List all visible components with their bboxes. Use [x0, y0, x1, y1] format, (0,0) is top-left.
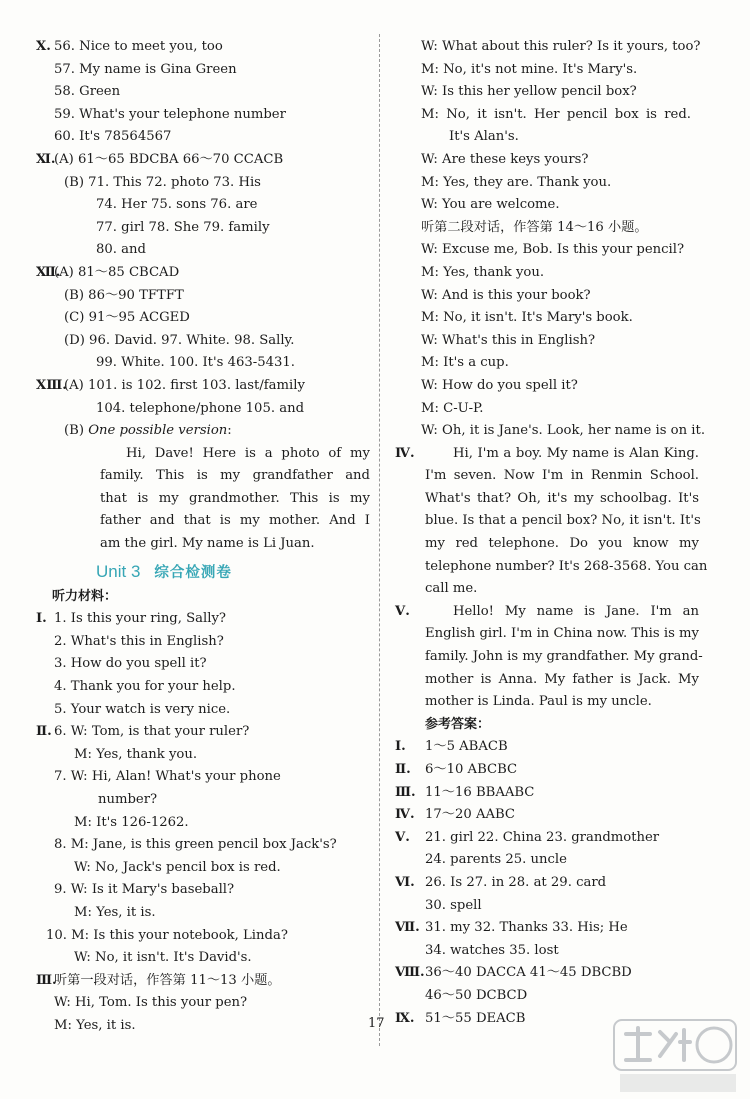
line-text: 2. What's this in English?: [54, 633, 224, 649]
line-text: 77. girl 78. She 79. family: [96, 219, 270, 235]
line-text: It's Alan's.: [449, 129, 519, 145]
line-text: blue. Is that a pencil box? No, it isn't. It's: [425, 513, 701, 529]
text-line: [36, 631, 376, 654]
left-column: [36, 36, 376, 1038]
section-marker: Ⅲ.: [395, 784, 416, 800]
text-line: [36, 608, 376, 631]
line-text: 参考答案：: [425, 716, 491, 732]
text-line: [36, 126, 376, 149]
text-line: [36, 789, 376, 812]
section-marker: Ⅵ.: [395, 874, 415, 890]
line-text: M: No, it isn't. Her pencil box is red.: [421, 106, 691, 122]
section-marker: Ⅸ.: [395, 1010, 415, 1026]
line-text: W: What's this in English?: [421, 332, 596, 348]
text-line: [36, 172, 376, 195]
text-line: [36, 653, 376, 676]
line-text: telephone number? It's 268-3568. You can: [425, 558, 708, 574]
text-line: [36, 947, 376, 970]
text-line: [395, 533, 709, 556]
text-line: [395, 940, 709, 963]
line-text: W: Are these keys yours?: [421, 151, 589, 167]
line-text: M: No, it isn't. It's Mary's book.: [421, 310, 633, 326]
line-text: 57. My name is Gina Green: [54, 61, 237, 77]
section-marker: Ⅲ.: [36, 972, 57, 988]
text-line: [36, 352, 376, 375]
text-line: [36, 59, 376, 82]
text-line: [36, 81, 376, 104]
text-line: [395, 782, 709, 805]
text-line: [395, 352, 709, 375]
text-line: [395, 736, 709, 759]
line-text: I'm seven. Now I'm in Renmin School.: [425, 468, 699, 484]
text-line: [395, 81, 709, 104]
text-line: [36, 217, 376, 240]
line-text: number?: [98, 792, 158, 807]
line-text: 6～10 ABCBC: [425, 762, 518, 777]
text-line: [36, 330, 376, 353]
line-text: 80. and: [96, 242, 146, 258]
unit-label: Unit 3: [96, 561, 141, 581]
text-line: [395, 149, 709, 172]
section-marker: Ⅶ.: [395, 920, 420, 936]
line-text: English girl. I'm in China now. This is my: [425, 626, 699, 642]
text-line: [395, 669, 709, 692]
line-text: 17～20 AABC: [425, 807, 516, 823]
text-line: [36, 465, 376, 488]
text-line: [36, 533, 376, 556]
line-text: 31. my 32. Thanks 33. His; He: [425, 920, 628, 936]
text-line: [36, 239, 376, 262]
italic-text: One possible version: [88, 423, 228, 439]
section-marker: Ⅰ.: [395, 739, 406, 755]
line-text: (D) 96. David. 97. White. 98. Sally.: [64, 332, 295, 348]
text-line: [36, 699, 376, 722]
line-text: (A) 101. is 102. first 103. last/family: [64, 377, 305, 393]
line-text: (A) 61～65 BDCBA 66～70 CCACB: [54, 151, 284, 167]
text-line: [36, 970, 376, 993]
section-marker: Ⅰ.: [36, 611, 47, 627]
text-line: [36, 194, 376, 217]
line-text: 74. Her 75. sons 76. are: [96, 197, 258, 213]
line-text: 59. What's your telephone number: [54, 106, 286, 122]
line-text: mother is Linda. Paul is my uncle.: [425, 694, 652, 710]
text-line: [36, 879, 376, 902]
line-text: 听力材料：: [52, 588, 118, 604]
line-text: 4. Thank you for your help.: [54, 679, 236, 695]
section-marker: Ⅳ.: [395, 445, 415, 461]
text-line: [395, 217, 709, 240]
line-text: 104. telephone/phone 105. and: [96, 400, 305, 416]
text-line: [36, 902, 376, 925]
text-line: [36, 834, 376, 857]
text-line: [395, 307, 709, 330]
line-text: 24. parents 25. uncle: [425, 852, 567, 868]
text-line: [395, 239, 709, 262]
section-marker: Ⅷ.: [395, 965, 425, 981]
unit-heading: [36, 558, 376, 586]
line-text: 7. W: Hi, Alan! What's your phone: [54, 769, 281, 785]
line-text: M: Yes, they are. Thank you.: [421, 174, 612, 190]
text-line: [395, 985, 709, 1008]
text-line: [395, 330, 709, 353]
line-text: 10. M: Is this your notebook, Linda?: [46, 927, 288, 943]
line-text: 6. W: Tom, is that your ruler?: [54, 724, 250, 740]
line-text: (A) 81～85 CBCAD: [54, 264, 180, 280]
text-line: [36, 285, 376, 308]
section-marker: ⅩⅢ.: [36, 377, 67, 393]
text-line: [36, 488, 376, 511]
line-text: 30. spell: [425, 897, 482, 913]
line-text: call me.: [425, 581, 478, 597]
text-line: [395, 465, 709, 488]
line-text: family. John is my grandfather. My grand-: [425, 649, 703, 665]
line-text: 9. W: Is it Mary's baseball?: [54, 882, 235, 898]
line-text: Hi, I'm a boy. My name is Alan King.: [453, 445, 699, 461]
text-line: [36, 510, 376, 533]
text-line: [395, 691, 709, 714]
line-text: W: What about this ruler? Is it yours, too?: [421, 39, 701, 54]
text-line: [395, 510, 709, 533]
line-text: mother is Anna. My father is Jack. My: [425, 671, 699, 687]
text-line: [36, 1015, 376, 1038]
text-line: [395, 285, 709, 308]
text-line: [395, 872, 709, 895]
text-line: [36, 857, 376, 880]
line-text: 21. girl 22. China 23. grandmother: [425, 829, 660, 845]
line-text: 1. Is this your ring, Sally?: [54, 611, 226, 627]
text-line: [36, 307, 376, 330]
line-text: 5. Your watch is very nice.: [54, 701, 231, 717]
line-text: W: No, Jack's pencil box is red.: [74, 859, 281, 875]
right-column: [395, 36, 709, 1030]
section-marker: Ⅱ.: [395, 762, 411, 777]
line-text: (B) One possible version:: [64, 423, 232, 439]
line-text: W: You are welcome.: [421, 197, 560, 213]
text-line: [36, 766, 376, 789]
text-line: [36, 744, 376, 767]
text-line: [395, 488, 709, 511]
line-text: W: Excuse me, Bob. Is this your pencil?: [421, 242, 685, 258]
text-line: [395, 194, 709, 217]
section-marker: Ⅴ.: [395, 829, 410, 845]
line-text: 56. Nice to meet you, too: [54, 39, 223, 54]
text-line: [36, 420, 376, 443]
section-marker: Ⅱ.: [36, 724, 52, 740]
line-text: (C) 91～95 ACGED: [64, 310, 190, 326]
line-text: 46～50 DCBCD: [425, 987, 528, 1003]
text-line: [395, 849, 709, 872]
section-marker: Ⅻ.: [36, 264, 61, 280]
line-text: W: No, it isn't. It's David's.: [74, 950, 252, 966]
text-line: [36, 398, 376, 421]
line-text: M: C-U-P.: [421, 400, 484, 416]
text-line: [395, 895, 709, 918]
line-text: 60. It's 78564567: [54, 129, 172, 145]
text-line: [395, 556, 709, 579]
line-text: that is my grandmother. This is my: [100, 490, 370, 506]
text-line: [395, 59, 709, 82]
line-text: M: Yes, thank you.: [74, 746, 198, 762]
text-line: [395, 804, 709, 827]
line-text: 26. Is 27. in 28. at 29. card: [425, 874, 607, 890]
line-text: What's that? Oh, it's my schoolbag. It's: [425, 490, 699, 506]
section-label: [395, 714, 709, 737]
text-line: [395, 420, 709, 443]
watermark-logo: [612, 1016, 742, 1096]
line-text: 听第二段对话，作答第 14～16 小题。: [421, 219, 648, 235]
line-text: M: No, it's not mine. It's Mary's.: [421, 61, 638, 77]
text-line: [395, 601, 709, 624]
text-line: [395, 646, 709, 669]
section-marker: Ⅹ.: [36, 39, 51, 54]
section-marker: Ⅺ.: [36, 151, 56, 167]
text-line: [36, 992, 376, 1015]
section-marker: Ⅳ.: [395, 807, 415, 823]
section-label: [36, 586, 376, 609]
line-text: (B) 71. This 72. photo 73. His: [64, 174, 261, 190]
text-line: [36, 149, 376, 172]
text-line: [395, 36, 709, 59]
line-text: 58. Green: [54, 84, 121, 100]
line-text: W: Hi, Tom. Is this your pen?: [54, 995, 248, 1011]
section-marker: Ⅴ.: [395, 603, 410, 619]
text-line: [395, 759, 709, 782]
text-line: [36, 812, 376, 835]
line-text: 1～5 ABACB: [425, 739, 508, 755]
line-text: Hello! My name is Jane. I'm an: [453, 603, 699, 619]
line-text: 99. White. 100. It's 463-5431.: [96, 355, 295, 371]
unit-title: 综合检测卷: [154, 564, 232, 581]
text-line: [395, 262, 709, 285]
line-text: my red telephone. Do you know my: [425, 536, 699, 552]
line-text: 36～40 DACCA 41～45 DBCBD: [425, 965, 632, 981]
line-text: M: It's 126-1262.: [74, 814, 189, 830]
line-text: 51～55 DEACB: [425, 1010, 526, 1026]
text-line: [395, 623, 709, 646]
text-line: [395, 375, 709, 398]
line-text: 3. How do you spell it?: [54, 656, 207, 672]
text-line: [395, 443, 709, 466]
line-text: W: Is this her yellow pencil box?: [421, 84, 637, 100]
text-line: [395, 398, 709, 421]
line-text: family. This is my grandfather and: [100, 468, 370, 484]
line-text: W: And is this your book?: [421, 287, 591, 303]
text-line: [395, 827, 709, 850]
text-line: [36, 375, 376, 398]
line-text: 11～16 BBAABC: [425, 784, 535, 800]
text-line: [36, 721, 376, 744]
text-line: [36, 36, 376, 59]
line-text: (B) 86～90 TFTFT: [64, 287, 184, 303]
text-line: [395, 104, 709, 127]
text-line: [395, 578, 709, 601]
text-line: [395, 917, 709, 940]
text-line: [36, 443, 376, 466]
text-line: [36, 676, 376, 699]
line-text: M: Yes, it is.: [74, 904, 156, 920]
column-divider: [379, 34, 380, 1046]
line-text: M: Yes, it is.: [54, 1017, 136, 1033]
line-text: father and that is my mother. And I: [100, 513, 370, 529]
line-text: W: How do you spell it?: [421, 377, 578, 393]
text-line: [395, 126, 709, 149]
line-text: Hi, Dave! Here is a photo of my: [126, 445, 370, 461]
line-text: am the girl. My name is Li Juan.: [100, 536, 315, 552]
line-text: M: Yes, thank you.: [421, 264, 545, 280]
line-text: M: It's a cup.: [421, 355, 509, 371]
text-line: [395, 172, 709, 195]
text-line: [36, 104, 376, 127]
line-text: 8. M: Jane, is this green pencil box Jack's?: [54, 837, 337, 853]
line-text: W: Oh, it is Jane's. Look, her name is on it.: [421, 423, 706, 439]
text-line: [395, 962, 709, 985]
text-line: [36, 262, 376, 285]
text-line: [36, 925, 376, 948]
line-text: 34. watches 35. lost: [425, 942, 559, 958]
page-number: 17: [368, 1016, 385, 1031]
line-text: 听第一段对话，作答第 11～13 小题。: [54, 972, 281, 988]
